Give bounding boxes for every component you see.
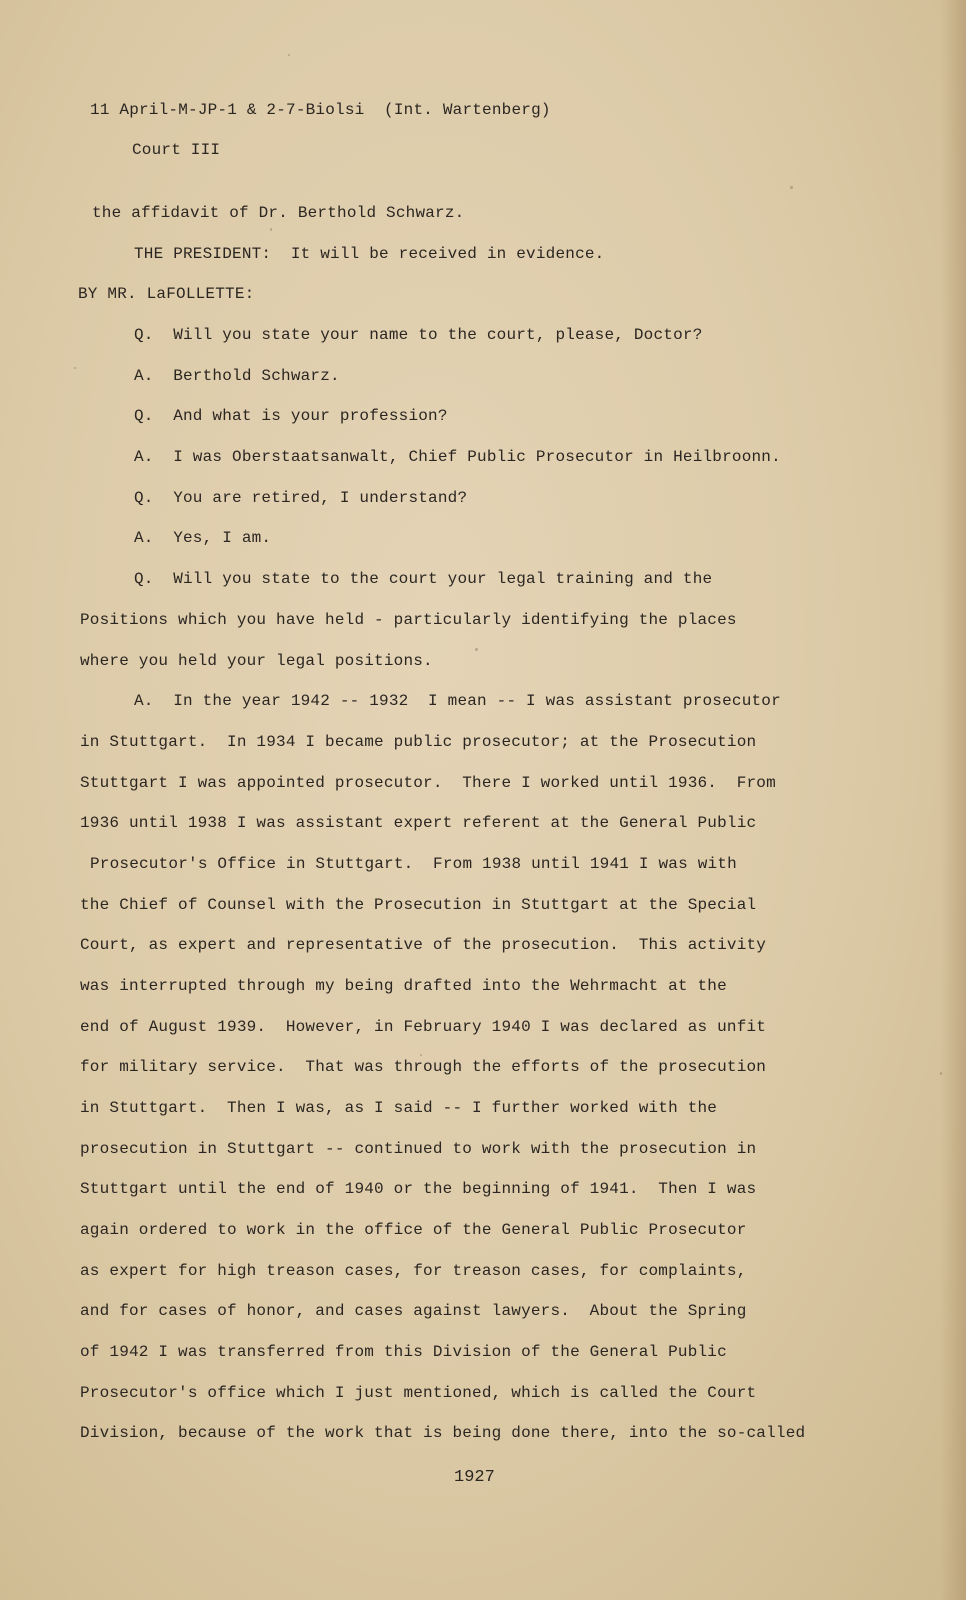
text-line: THE PRESIDENT: It will be received in evidence.	[134, 245, 605, 263]
text-line: for military service. That was through the efforts of the prosecution	[80, 1058, 767, 1076]
text-line: as expert for high treason cases, for treason cases, for complaints,	[80, 1262, 747, 1280]
text-line: in Stuttgart. In 1934 I became public prosecutor; at the Prosecution	[80, 733, 757, 751]
text-line: Prosecutor's Office in Stuttgart. From 1938 until 1941 I was with	[90, 855, 737, 873]
paper-speck	[790, 186, 793, 189]
text-line: was interrupted through my being drafted into the Wehrmacht at the	[80, 977, 727, 995]
text-line: Q. And what is your profession?	[134, 407, 448, 425]
page-edge-shadow	[940, 0, 966, 1600]
text-line: Q. Will you state your name to the court, please, Doctor?	[134, 326, 703, 344]
paper-speck	[940, 1072, 942, 1075]
text-line: prosecution in Stuttgart -- continued to work with the prosecution in	[80, 1140, 757, 1158]
text-line: A. I was Oberstaatsanwalt, Chief Public Prosecutor in Heilbroonn.	[134, 448, 781, 466]
text-line: the affidavit of Dr. Berthold Schwarz.	[92, 204, 465, 222]
text-line: Stuttgart I was appointed prosecutor. There I worked until 1936. From	[80, 774, 776, 792]
page-number: 1927	[454, 1468, 495, 1487]
text-line: Q. Will you state to the court your legal training and the	[134, 570, 713, 588]
text-line: and for cases of honor, and cases against lawyers. About the Spring	[80, 1302, 747, 1320]
text-line: Q. You are retired, I understand?	[134, 489, 468, 507]
paper-speck	[288, 54, 290, 56]
text-line: of 1942 I was transferred from this Division of the General Public	[80, 1343, 727, 1361]
text-line: in Stuttgart. Then I was, as I said -- I further worked with the	[80, 1099, 718, 1117]
text-line: Prosecutor's office which I just mentioned, which is called the Court	[80, 1384, 757, 1402]
text-line: the Chief of Counsel with the Prosecution in Stuttgart at the Special	[80, 896, 757, 914]
paper-speck	[420, 1054, 422, 1056]
text-line: where you held your legal positions.	[80, 652, 433, 670]
paper-speck	[475, 648, 478, 651]
text-line: end of August 1939. However, in February 1940 I was declared as unfit	[80, 1018, 767, 1036]
text-line: Court, as expert and representative of the prosecution. This activity	[80, 936, 767, 954]
text-line: A. Yes, I am.	[134, 529, 272, 547]
text-line: Positions which you have held - particularly identifying the places	[80, 611, 737, 629]
text-line: BY MR. LaFOLLETTE:	[78, 285, 255, 303]
header-court: Court III	[132, 141, 221, 159]
text-line: Stuttgart until the end of 1940 or the beginning of 1941. Then I was	[80, 1180, 757, 1198]
header-session-line: 11 April-M-JP-1 & 2-7-Biolsi (Int. Wartenberg)	[90, 101, 551, 119]
paper-speck	[74, 367, 76, 369]
text-line: A. Berthold Schwarz.	[134, 367, 340, 385]
text-line: 1936 until 1938 I was assistant expert referent at the General Public	[80, 814, 757, 832]
text-line: Division, because of the work that is being done there, into the so-called	[80, 1424, 806, 1442]
text-line: again ordered to work in the office of the General Public Prosecutor	[80, 1221, 747, 1239]
paper-speck	[270, 228, 272, 231]
text-line: A. In the year 1942 -- 1932 I mean -- I was assistant prosecutor	[134, 692, 781, 710]
